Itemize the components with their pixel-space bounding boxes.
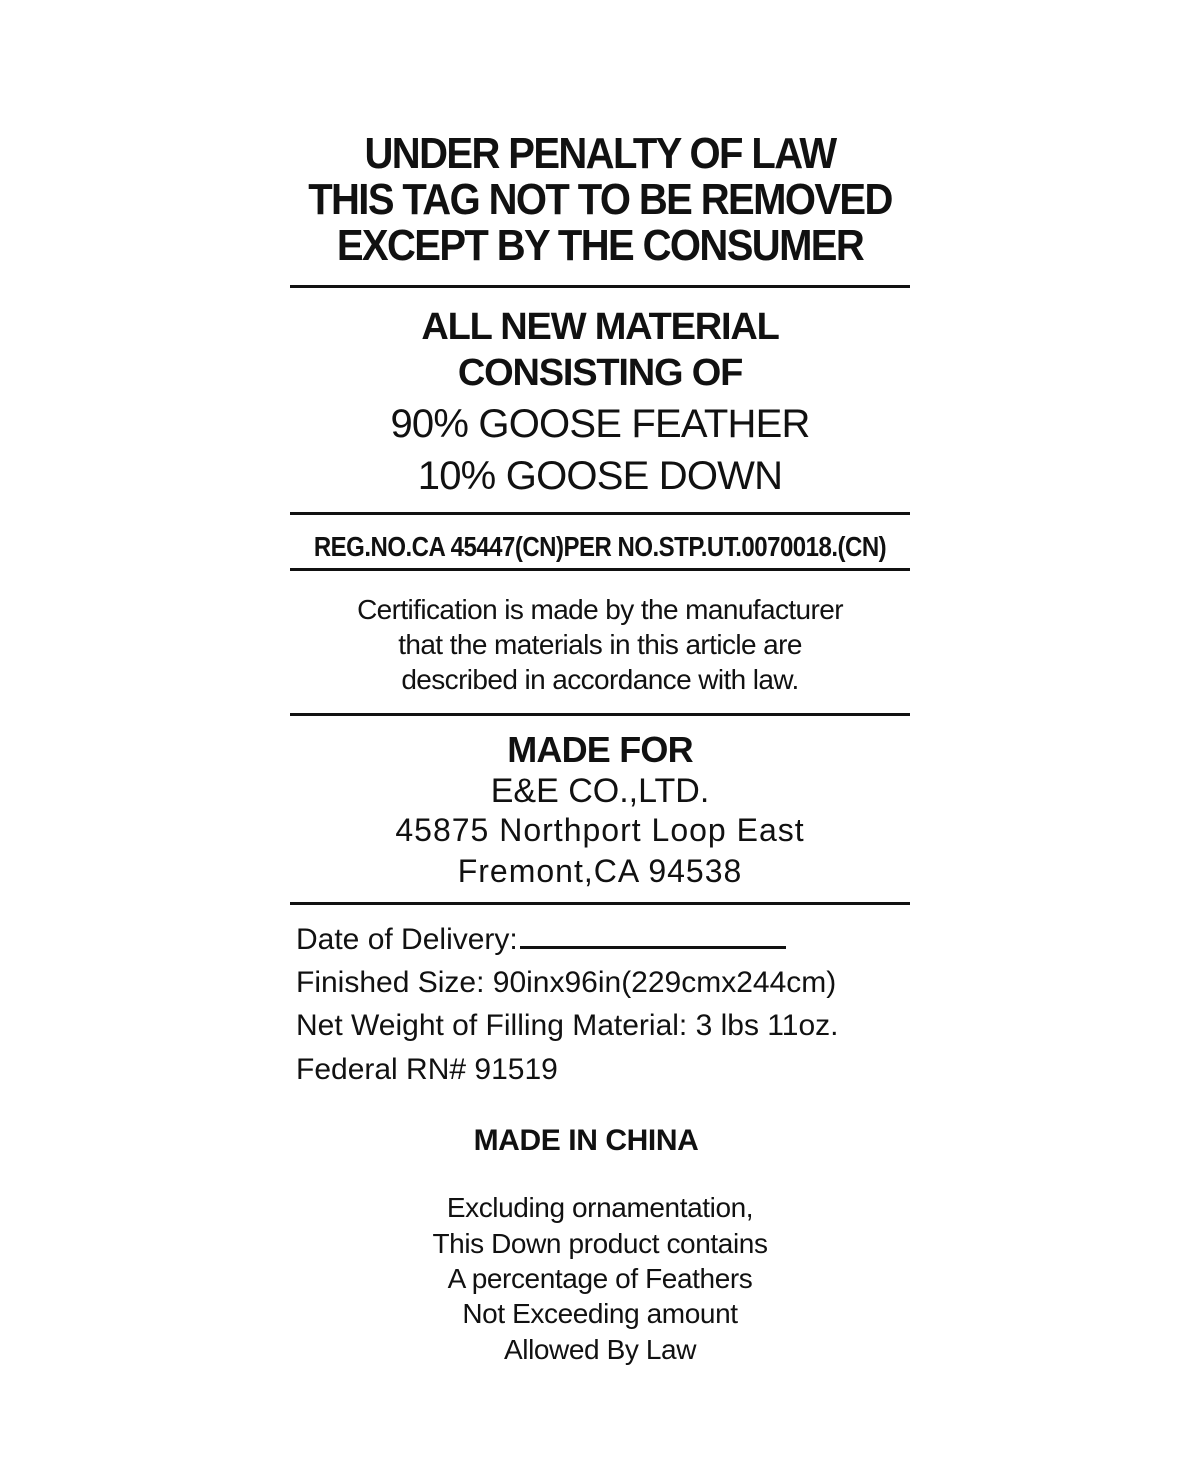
warning-line-1: UNDER PENALTY OF LAW — [364, 130, 836, 178]
address-city: Fremont,CA 94538 — [457, 853, 743, 889]
material-heading-line-1: ALL NEW MATERIAL — [421, 306, 779, 348]
registration-number: REG.NO.CA 45447(CN)PER NO.STP.UT.0070018.(CN) — [313, 531, 887, 563]
address-street: 45875 Northport Loop East — [395, 812, 805, 848]
notice-line-2: This Down product contains — [432, 1228, 768, 1259]
notice-line-3: A percentage of Feathers — [447, 1263, 753, 1294]
made-for-heading: MADE FOR — [507, 729, 693, 770]
federal-rn: Federal RN# 91519 — [296, 1053, 558, 1086]
country-of-origin: MADE IN CHINA — [473, 1124, 699, 1157]
delivery-date-blank-line — [520, 946, 786, 949]
delivery-date-label: Date of Delivery: — [296, 923, 518, 956]
material-heading-line-2: CONSISTING OF — [457, 352, 743, 394]
net-weight: Net Weight of Filling Material: 3 lbs 11oz. — [296, 1009, 839, 1042]
divider-4 — [290, 713, 910, 716]
certification-line-3: described in accordance with law. — [401, 664, 799, 695]
law-label-tag — [290, 80, 910, 1390]
composition-feather: 90% GOOSE FEATHER — [390, 402, 810, 446]
company-name: E&E CO.,LTD. — [490, 772, 710, 810]
divider-3 — [290, 568, 910, 571]
divider-1 — [290, 285, 910, 288]
finished-size: Finished Size: 90inx96in(229cmx244cm) — [296, 966, 837, 999]
notice-line-4: Not Exceeding amount — [462, 1298, 738, 1329]
divider-5 — [290, 902, 910, 905]
composition-down: 10% GOOSE DOWN — [417, 454, 783, 498]
warning-line-3: EXCEPT BY THE CONSUMER — [336, 222, 864, 270]
notice-line-1: Excluding ornamentation, — [446, 1192, 754, 1223]
certification-line-1: Certification is made by the manufacturer — [357, 594, 843, 625]
warning-line-2: THIS TAG NOT TO BE REMOVED — [308, 176, 892, 224]
notice-line-5: Allowed By Law — [503, 1334, 697, 1365]
divider-2 — [290, 512, 910, 515]
delivery-date-field — [296, 923, 786, 957]
certification-line-2: that the materials in this article are — [398, 629, 802, 660]
